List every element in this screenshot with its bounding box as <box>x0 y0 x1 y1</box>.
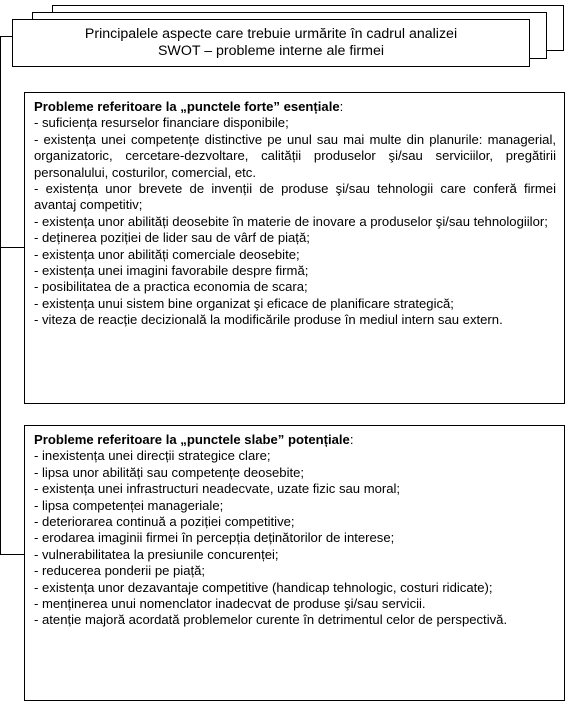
list-item: - existența unor brevete de invenții de produse şi/sau tehnologii care conferă firmei avantaj competitiv; <box>34 181 556 213</box>
list-item: - inexistența unei direcții strategice clare; <box>34 448 271 464</box>
weaknesses-title-bold: Probleme referitoare la „punctele slabe” potențiale <box>34 432 350 447</box>
connector-line-vertical <box>0 36 1 555</box>
connector-line-weaknesses <box>0 554 24 555</box>
connector-line-strengths <box>0 247 24 248</box>
list-item: - existența unei infrastructuri neadecvate, uzate fizic sau moral; <box>34 481 401 497</box>
list-item: - posibilitatea de a practica economia de scara; <box>34 279 308 295</box>
list-item: - existența unei imagini favorabile despre firmă; <box>34 263 309 279</box>
list-item: - lipsa competenței manageriale; <box>34 497 224 513</box>
list-item: - menținerea unui nomenclator inadecvat de produse şi/sau servicii. <box>34 596 426 612</box>
weaknesses-title <box>34 432 556 448</box>
list-item: - existența unor dezavantaje competitive (handicap tehnologic, costuri ridicate); <box>34 579 493 595</box>
list-item: - deteriorarea continuă a poziției competitive; <box>34 514 295 530</box>
list-item: - deținerea poziției de lider sau de vârf de piață; <box>34 230 310 246</box>
list-item: - existența unor abilități deosebite în materie de inovare a produselor şi/sau tehnologiilor; <box>34 213 548 229</box>
list-item: - lipsa unor abilități sau competențe deosebite; <box>34 464 305 480</box>
list-item: - vulnerabilitatea la presiunile concurenței; <box>34 546 279 562</box>
list-item: - reducerea ponderii pe piață; <box>34 563 206 579</box>
list-item: - suficiența resurselor financiare disponibile; <box>34 115 289 131</box>
strengths-title <box>34 99 556 115</box>
strengths-panel <box>24 92 565 404</box>
list-item: - erodarea imaginii firmei în percepția deținătorilor de interese; <box>34 530 395 546</box>
weaknesses-panel <box>24 425 565 701</box>
strengths-list <box>34 115 556 328</box>
list-item: - existența unor abilități comerciale deosebite; <box>34 246 300 262</box>
list-item: - viteza de reacție decizională la modificările produse în mediul intern sau extern. <box>34 312 503 328</box>
weaknesses-title-suffix: : <box>349 432 354 447</box>
list-item: - existența unui sistem bine organizat şi eficace de planificare strategică; <box>34 295 454 311</box>
strengths-title-bold: Probleme referitoare la „punctele forte” esențiale <box>34 99 340 114</box>
connector-line-top <box>0 36 12 37</box>
list-item: - atenție majoră acordată problemelor curente în detrimentul celor de perspectivă. <box>34 612 508 628</box>
title-box <box>12 19 530 67</box>
list-item: - existența unei competențe distinctive pe unul sau mai multe din planurile: managerial, organizatoric, cercetare-dezvoltare, calității produselor şi/sau serviciilor, pregătirii personalului, costurilor, comercial, etc. <box>34 131 556 180</box>
strengths-title-suffix: : <box>339 99 344 114</box>
diagram-title: Principalele aspecte care trebuie urmărite în cadrul analizei SWOT – probleme interne ale firmei <box>84 26 458 59</box>
weaknesses-list <box>34 448 556 628</box>
